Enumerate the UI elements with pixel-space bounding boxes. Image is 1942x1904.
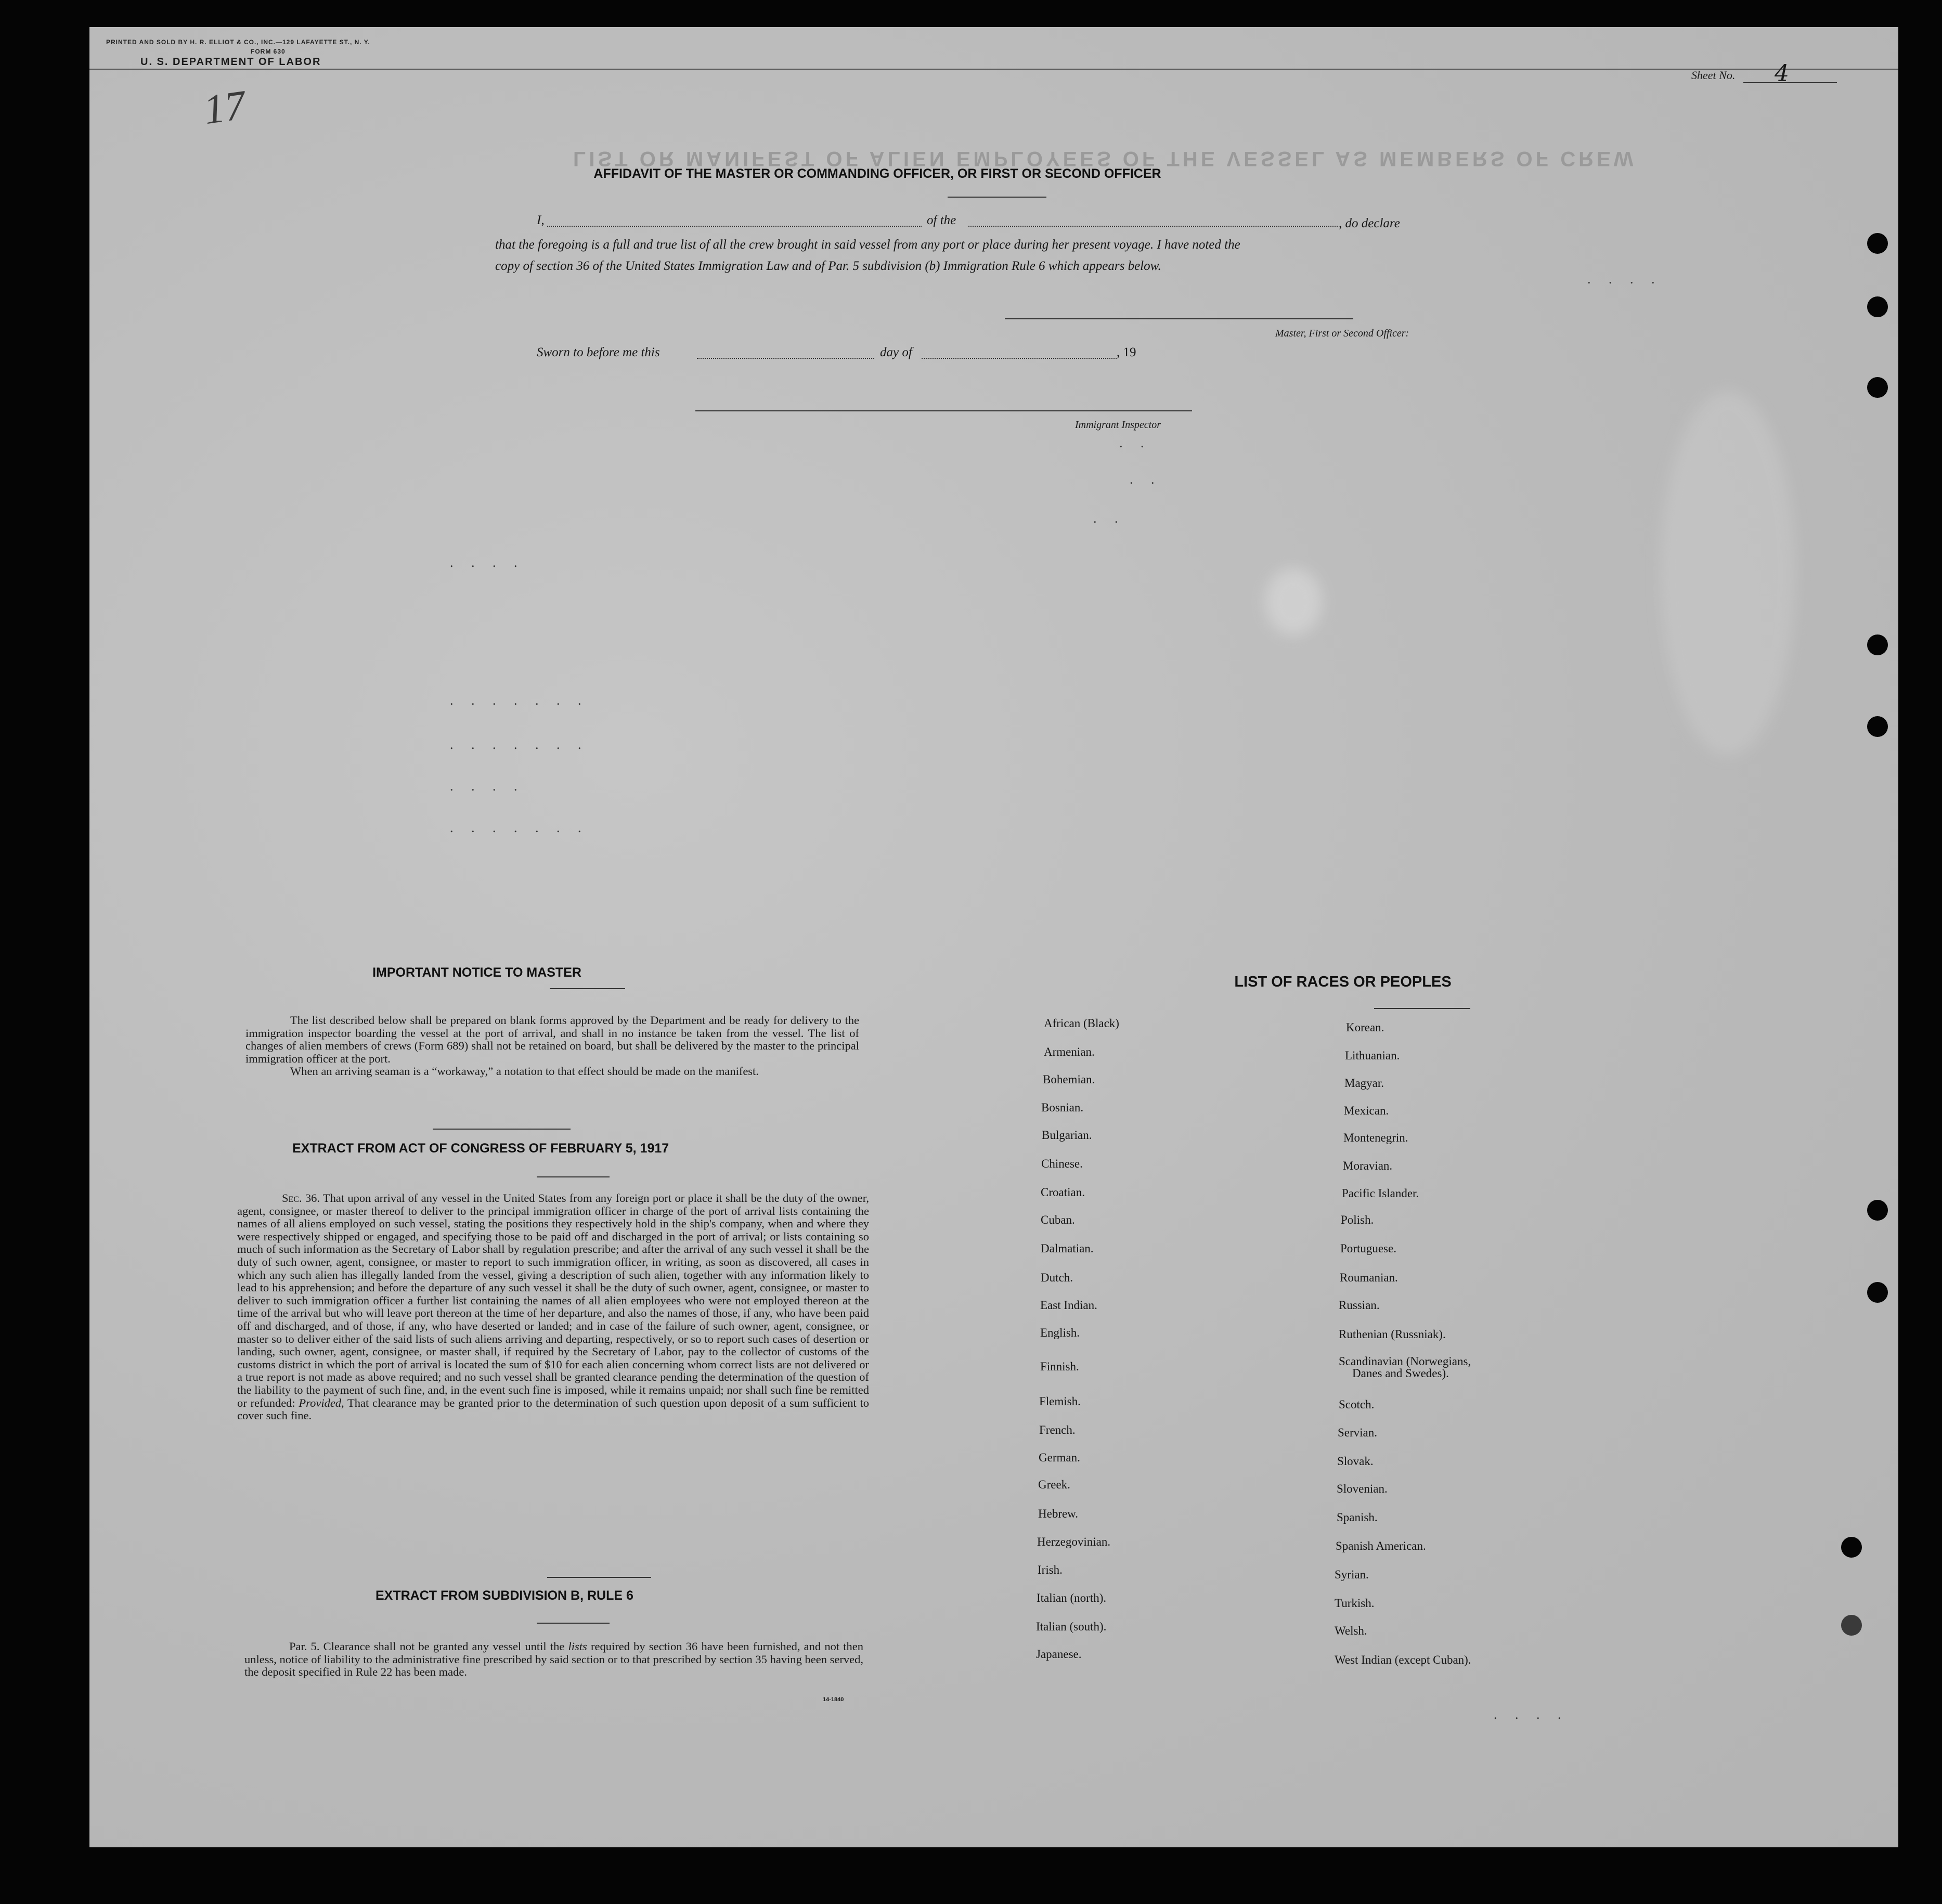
- printer-line: PRINTED AND SOLD BY H. R. ELLIOT & CO., INC.—129 LAFAYETTE ST., N. Y.: [106, 38, 370, 46]
- race-item: African (Black): [1044, 1017, 1119, 1030]
- rule-paragraph: Par. 5. Clearance shall not be granted any vessel until the lists required by section 36 have been furnished, and not then unless, notice of liability to the administrative fine prescribed by said section or to that prescribed by section 35 having been served, the deposit specified in Rule 22 has been made.: [244, 1640, 864, 1679]
- punch-hole: [1867, 716, 1888, 737]
- race-item: English.: [1040, 1326, 1080, 1339]
- form-code: 14-1840: [823, 1696, 844, 1703]
- form-number: FORM 630: [251, 48, 286, 55]
- punch-hole: [1841, 1537, 1862, 1558]
- master-signature-line: [1005, 318, 1353, 319]
- race-item: Spanish American.: [1336, 1539, 1426, 1552]
- rule-extract-title-rule: [537, 1623, 610, 1624]
- inspector-label: Immigrant Inspector: [1075, 419, 1161, 431]
- notice-title-rule: [550, 988, 625, 989]
- affidavit-line-i: I,: [537, 213, 545, 227]
- race-item: West Indian (except Cuban).: [1335, 1653, 1471, 1666]
- ledger-dots: . .: [1130, 472, 1162, 487]
- race-item: Greek.: [1038, 1478, 1070, 1491]
- punch-hole: [1867, 634, 1888, 655]
- paper-stain: [1265, 568, 1322, 636]
- punch-hole: [1867, 1282, 1888, 1303]
- ledger-dots: . . . .: [450, 555, 525, 570]
- affidavit-name-line: [547, 226, 922, 227]
- sworn-day-line: [697, 358, 874, 359]
- section-divider: [433, 1129, 571, 1130]
- header-divider: [89, 69, 1898, 70]
- sworn-day-of: day of: [880, 345, 912, 359]
- sworn-year: , 19: [1117, 345, 1136, 359]
- notice-paragraph-1: The list described below shall be prepared on blank forms approved by the Department and be ready for delivery to the immigration inspector boarding the vessel at the port of arrival, and shall in no instance be taken from the vessel. The list of changes of alien members of crews (Form 689) shall not be retained on board, but shall be delivered by the master to the principal immigration officer at the port. When an arriving seaman is a “workaway,” a notation to that effect should be made on the manifest.: [245, 1014, 859, 1078]
- races-title-rule: [1374, 1008, 1470, 1009]
- sworn-prefix: Sworn to before me this: [537, 345, 660, 359]
- bleed-through-heading: LIST OR MANIFEST OF ALIEN EMPLOYEES OF THE VESSEL AS MEMBERS OF CREW: [573, 147, 1637, 170]
- race-item: Irish.: [1038, 1563, 1063, 1576]
- affidavit-do-declare: , do declare: [1339, 216, 1400, 230]
- race-item: Dutch.: [1041, 1271, 1073, 1284]
- department-name: U. S. DEPARTMENT OF LABOR: [140, 56, 321, 68]
- provided-word: Provided,: [299, 1396, 344, 1409]
- sheet-number-line: [1743, 82, 1837, 83]
- race-item: Syrian.: [1335, 1568, 1369, 1581]
- act-section-36-text: [237, 1192, 869, 1422]
- race-item: Japanese.: [1036, 1648, 1082, 1661]
- race-item: Korean.: [1346, 1021, 1384, 1034]
- affidavit-statement-2: copy of section 36 of the United States Immigration Law and of Par. 5 subdivision (b) Immigration Rule 6 which appears below.: [495, 259, 1161, 273]
- race-item: Danes and Swedes).: [1352, 1367, 1449, 1380]
- race-item: Chinese.: [1041, 1157, 1083, 1170]
- ledger-dots: . . . .: [1587, 271, 1662, 287]
- ledger-dots: . . . . . . .: [450, 820, 589, 835]
- race-item: Slovak.: [1337, 1455, 1374, 1468]
- race-item: Scotch.: [1339, 1398, 1375, 1411]
- race-item: Flemish.: [1039, 1395, 1081, 1408]
- punch-hole: [1867, 377, 1888, 398]
- act-extract-title-rule: [537, 1176, 610, 1177]
- section-text-end: That clearance may be granted prior to the determination of such question upon deposit of a sum sufficient to cover such fine.: [237, 1396, 870, 1422]
- ledger-dots: . . . . . . .: [450, 737, 589, 752]
- race-item: Finnish.: [1040, 1360, 1079, 1373]
- race-item: Lithuanian.: [1345, 1049, 1400, 1062]
- master-signature-label: Master, First or Second Officer:: [1275, 328, 1409, 339]
- ledger-dots: . .: [1093, 511, 1125, 526]
- race-item: Croatian.: [1041, 1186, 1085, 1199]
- sworn-month-line: [922, 358, 1117, 359]
- paper-stain: [1660, 391, 1795, 755]
- punch-hole: [1867, 1200, 1888, 1221]
- affidavit-vessel-line: [968, 226, 1338, 227]
- race-item: Magyar.: [1344, 1077, 1384, 1090]
- ledger-dots: . .: [1119, 435, 1151, 450]
- notice-title: IMPORTANT NOTICE TO MASTER: [372, 965, 581, 980]
- race-item: Italian (south).: [1036, 1620, 1107, 1633]
- race-item: Ruthenian (Russniak).: [1339, 1328, 1446, 1341]
- section-divider: [547, 1577, 651, 1578]
- margin-mark: 17: [201, 82, 249, 134]
- affidavit-title: AFFIDAVIT OF THE MASTER OR COMMANDING OFFICER, OR FIRST OR SECOND OFFICER: [593, 166, 1161, 181]
- race-item: Spanish.: [1337, 1511, 1378, 1524]
- ledger-dots: . . . .: [1494, 1707, 1569, 1722]
- race-item: Polish.: [1341, 1213, 1374, 1226]
- race-item: Bohemian.: [1043, 1073, 1095, 1086]
- punch-hole: [1867, 296, 1888, 317]
- race-item: Mexican.: [1344, 1104, 1389, 1117]
- race-item: Dalmatian.: [1041, 1242, 1094, 1255]
- section-label: Sec. 36.: [282, 1191, 320, 1204]
- race-item: Turkish.: [1335, 1597, 1375, 1610]
- affidavit-statement-1: that the foregoing is a full and true list of all the crew brought in said vessel from any port or place during her present voyage. I have noted the: [495, 238, 1240, 252]
- ledger-dots: . . . . . . .: [450, 693, 589, 708]
- race-item: Herzegovinian.: [1037, 1535, 1111, 1548]
- race-item: Slovenian.: [1337, 1482, 1388, 1495]
- race-item: Scandinavian (Norwegians,: [1339, 1355, 1471, 1368]
- punch-hole: [1841, 1615, 1862, 1636]
- affidavit-title-rule: [948, 197, 1046, 198]
- race-item: Portuguese.: [1340, 1242, 1396, 1255]
- races-title: LIST OF RACES OR PEOPLES: [1234, 974, 1452, 990]
- race-item: French.: [1039, 1423, 1076, 1436]
- inspector-signature-line: [695, 410, 1192, 411]
- race-item: Russian.: [1339, 1299, 1380, 1312]
- race-item: Roumanian.: [1340, 1271, 1398, 1284]
- sheet-number-value: 4: [1775, 60, 1789, 87]
- race-item: Bosnian.: [1041, 1101, 1084, 1114]
- race-item: Servian.: [1338, 1426, 1378, 1439]
- race-item: Armenian.: [1044, 1045, 1095, 1058]
- race-item: Bulgarian.: [1042, 1129, 1092, 1142]
- ledger-dots: . . . .: [450, 779, 525, 794]
- document-page: [89, 27, 1898, 1847]
- section-text: That upon arrival of any vessel in the United States from any foreign port or place it shall be the duty of the owner, agent, consignee, or master thereof to deliver to the principal immigration officer in charge of the port of arrival lists containing the names of all aliens employed on such vessel, stating the positions they respectively hold in the ship's company, when and where they were respectively shipped or engaged, and specifying those to be paid off and discharged in the port of arrival; or lists containing so much of such information as the Secretary of Labor shall by regulation prescribe; and after the arrival of any such vessel it shall be the duty of such owner, agent, consignee, or master to report to such immigration officer, in writing, as soon as discovered, all cases in which any such alien has illegally landed from the vessel, giving a description of such alien, together with any information likely to lead to his apprehension; and before the departure of any such vessel it shall be the duty of such owner, agent, consignee, or master to deliver to such immigration officer a further list containing the names of all alien employees who were not employed thereon at the time of the arrival but who will leave port thereon at the time of her departure, and also the names of those, if any, who have been paid off and discharged, and of those, if any, who have deserted or landed; and in case of the failure of such owner, agent, consignee, or master so to deliver either of the said lists of such aliens arriving and departing, respectively, or so to report such cases of desertion or landing, such owner, agent, consignee, or master shall, if required by the Secretary of Labor, pay to the collector of customs of the customs district in which the port of arrival is located the sum of $10 for each alien concerning whom correct lists are not delivered or a true report is not made as above required; and no such vessel shall be granted clearance pending the determination of the question of the liability to the payment of such fine, and, in the event such fine is imposed, while it remains unpaid; nor shall such fine be remitted or refunded:: [237, 1191, 869, 1409]
- sheet-number-label: Sheet No.: [1691, 69, 1736, 82]
- race-item: Pacific Islander.: [1342, 1187, 1419, 1200]
- race-item: German.: [1039, 1451, 1080, 1464]
- affidavit-of-the: of the: [927, 213, 956, 227]
- race-item: Italian (north).: [1037, 1591, 1107, 1604]
- race-item: Welsh.: [1335, 1624, 1367, 1637]
- race-item: Moravian.: [1343, 1159, 1393, 1172]
- punch-hole: [1867, 233, 1888, 254]
- race-item: Montenegrin.: [1343, 1131, 1408, 1144]
- race-item: Hebrew.: [1038, 1507, 1079, 1520]
- act-extract-title: EXTRACT FROM ACT OF CONGRESS OF FEBRUARY 5, 1917: [292, 1141, 669, 1156]
- race-item: East Indian.: [1040, 1299, 1097, 1312]
- rule-extract-title: EXTRACT FROM SUBDIVISION B, RULE 6: [376, 1588, 633, 1603]
- race-item: Cuban.: [1041, 1213, 1075, 1226]
